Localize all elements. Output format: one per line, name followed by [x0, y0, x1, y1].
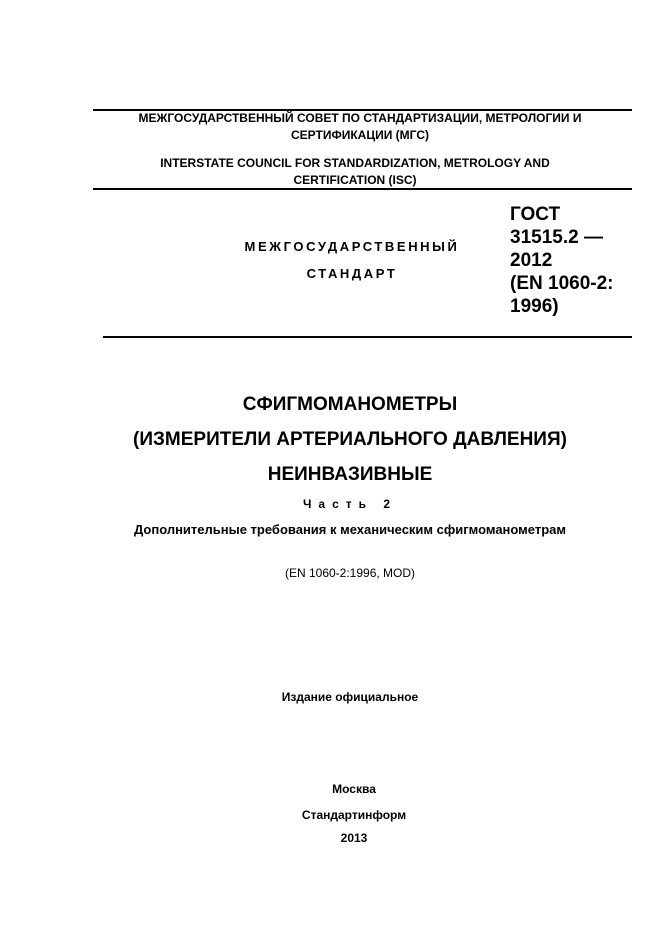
council-ru-line2: СЕРТИФИКАЦИИ (МГС) — [291, 128, 429, 142]
designation-line: 2012 — [510, 250, 553, 271]
standard-designation — [510, 203, 614, 318]
title-line3: НЕИНВАЗИВНЫЕ — [267, 464, 433, 485]
edition-label: Издание официальное — [281, 690, 419, 704]
imprint-publisher: Стандартинформ — [301, 808, 407, 822]
designation-line: 31515.2 — — [510, 227, 603, 248]
designation-line: 1996) — [510, 296, 559, 317]
council-ru-line1: МЕЖГОСУДАРСТВЕННЫЙ СОВЕТ ПО СТАНДАРТИЗАЦИИ, МЕТРОЛОГИИ И — [138, 111, 582, 125]
part-number: Часть 2 — [302, 497, 398, 511]
designation-line: ГОСТ — [510, 204, 561, 225]
middle-rule — [93, 188, 632, 190]
imprint-year: 2013 — [340, 831, 368, 845]
subtitle: Дополнительные требования к механическим сфигмоманометрам — [133, 522, 566, 537]
designation-line: (EN 1060-2: — [510, 273, 614, 294]
council-en-line1: INTERSTATE COUNCIL FOR STANDARDIZATION, METROLOGY AND — [160, 156, 550, 170]
imprint-city: Москва — [332, 782, 376, 796]
title-line2: (ИЗМЕРИТЕЛИ АРТЕРИАЛЬНОГО ДАВЛЕНИЯ) — [133, 429, 567, 450]
council-en-line2: CERTIFICATION (ISC) — [293, 173, 417, 187]
title-line1: СФИГМОМАНОМЕТРЫ — [242, 394, 458, 415]
equivalence-note: (EN 1060-2:1996, MOD) — [284, 566, 416, 580]
bottom-rule — [103, 336, 632, 338]
standard-type-line2: СТАНДАРТ — [306, 266, 398, 281]
standard-type-line1: МЕЖГОСУДАРСТВЕННЫЙ — [244, 239, 460, 254]
